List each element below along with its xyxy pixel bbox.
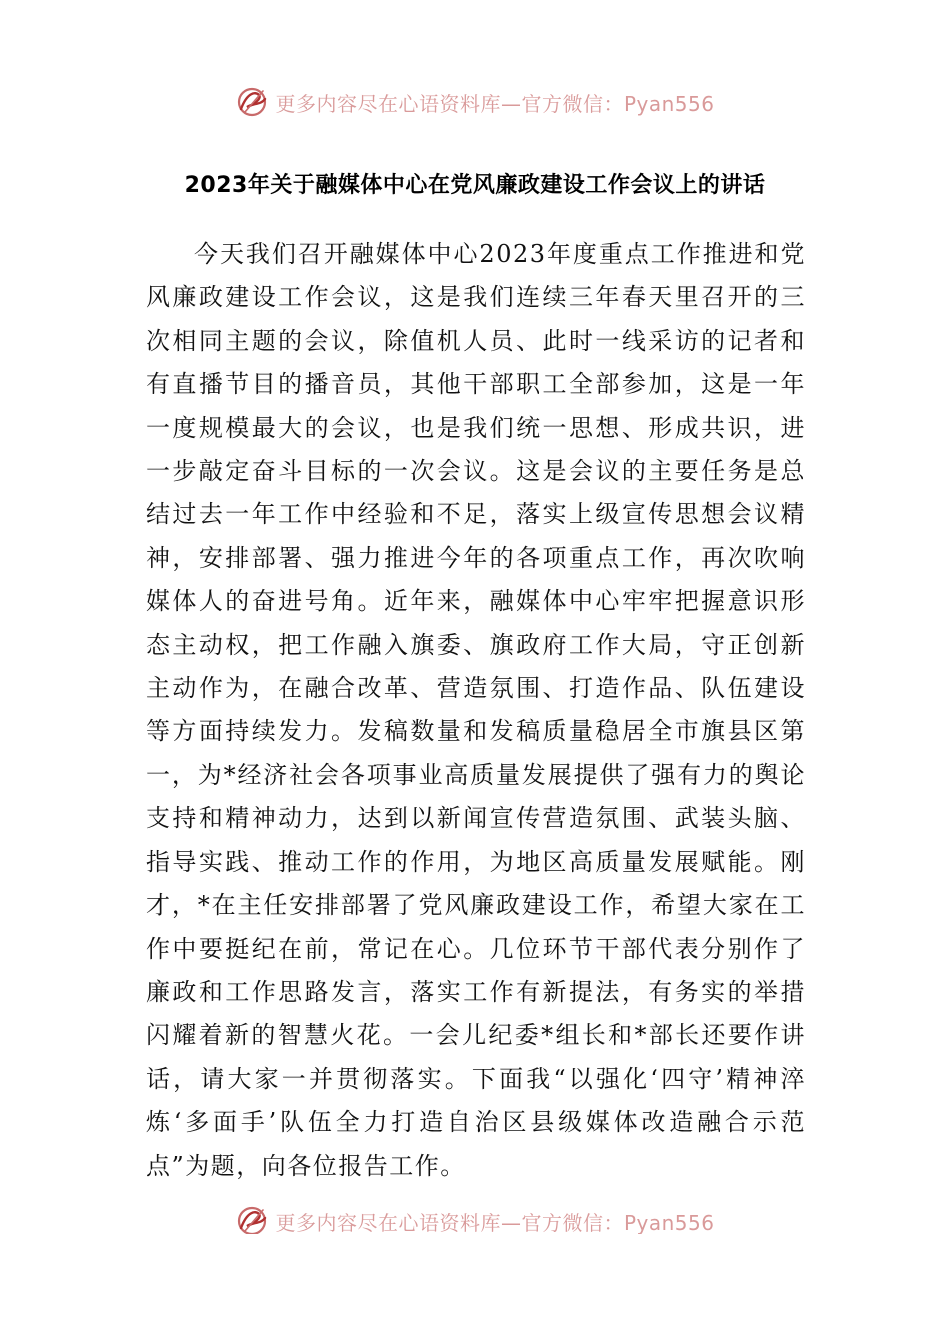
header-watermark (0, 82, 950, 122)
footer-watermark (0, 1202, 950, 1234)
watermark-text: 更多内容尽在心语资料库—官方微信：Pyan556 (275, 1210, 715, 1234)
document-title: 2023年关于融媒体中心在党风廉政建设工作会议上的讲话 (184, 173, 766, 198)
watermark-text: 更多内容尽在心语资料库—官方微信：Pyan556 (275, 91, 715, 116)
body-paragraph: 今天我们召开融媒体中心2023年度重点工作推进和党风廉政建设工作会议，这是我们连续三年春天里召开的三次相同主题的会议，除值机人员、此时一线采访的记者和有直播节目的播音员，其他干部职工全部参加，这是一年一度规模最大的会议，也是我们统一思想、形成共识，进一步敲定奋斗目标的一次会议。这是会议的主要任务是总结过去一年工作中经验和不足，落实上级宣传思想会议精神，安排部署、强力推进今年的各项重点工作，再次吹响媒体人的奋进号角。近年来，融媒体中心牢牢把握意识形态主动权，把工作融入旗委、旗政府工作大局，守正创新主动作为，在融合改革、营造氛围、打造作品、队伍建设等方面持续发力。发稿数量和发稿质量稳居全市旗县区第一，为*经济社会各项事业高质量发展提供了强有力的舆论支持和精神动力，达到以新闻宣传营造氛围、武装头脑、指导实践、推动工作的作用，为地区高质量发展赋能。刚才，*在主任安排部署了党风廉政建设工作，希望大家在工作中要挺纪在前，常记在心。几位环节干部代表分别作了廉政和工作思路发言，落实工作有新提法，有务实的举措闪耀着新的智慧火花。一会儿纪委*组长和*部长还要作讲话，请大家一并贯彻落实。下面我“以强化‘四守’精神淬炼‘多面手’队伍全力打造自治区县级媒体改造融合示范点”为题，向各位报告工作。 (146, 240, 806, 1180)
signature-seal-logo-icon (235, 1204, 269, 1234)
signature-seal-logo-icon (235, 85, 269, 119)
